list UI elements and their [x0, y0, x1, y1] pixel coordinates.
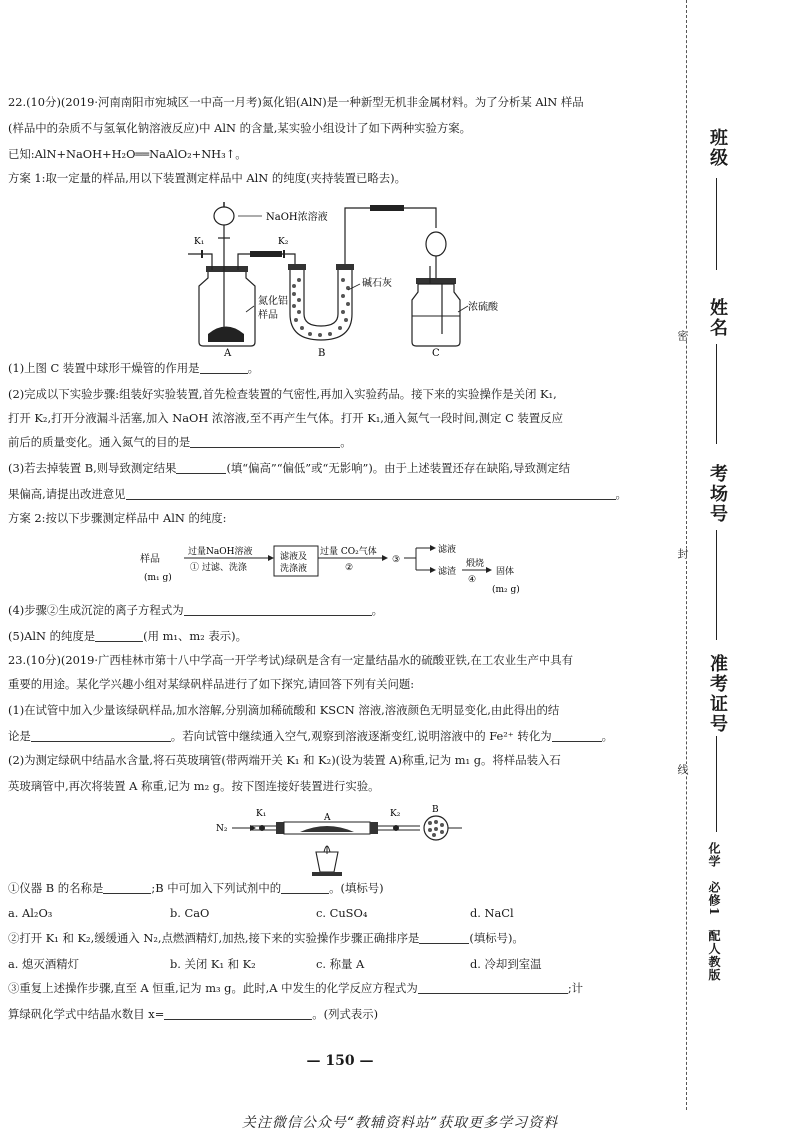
answer-blank[interactable] — [418, 981, 568, 994]
label-k2: K₂ — [390, 809, 401, 819]
answer-blank[interactable] — [552, 729, 602, 742]
answer-blank[interactable] — [126, 487, 616, 500]
apparatus-diagram-2 — [210, 800, 470, 878]
label-soda-lime: 碱石灰 — [362, 278, 392, 289]
answer-blank[interactable] — [95, 629, 143, 642]
q23-q-c: ③重复上述操作步骤,直至 A 恒重,记为 m₃ g。此时,A 中发生的化学反应方程式为 ;计 — [8, 981, 584, 995]
class-field[interactable] — [716, 178, 717, 270]
label-k1: K₁ — [194, 237, 205, 247]
label-c: C — [432, 348, 440, 359]
apparatus-diagram-1 — [180, 194, 498, 359]
q22-stem-line-1: 22.(10分)(2019·河南南阳市宛城区一中高一月考)氮化铝(AlN)是一种新型无机非金属材料。为了分析某 AlN 样品 — [8, 95, 584, 109]
flow-residue: 滤渣 — [438, 567, 457, 577]
room-field[interactable] — [716, 530, 717, 640]
q23-q-a: ①仪器 B 的名称是 ;B 中可加入下列试剂中的 。(填标号) — [8, 881, 384, 895]
answer-blank[interactable] — [281, 881, 329, 894]
name-label: 姓名 — [707, 298, 728, 338]
flow-step2-bottom: ② — [345, 563, 354, 573]
label-sample-1: 氮化铝 — [258, 296, 288, 307]
answer-blank[interactable] — [164, 1007, 312, 1020]
q23-stem-line-2: 重要的用途。某化学兴趣小组对某绿矾样品进行了如下探究,请回答下列有关问题: — [8, 677, 415, 691]
option-a[interactable]: a. Al₂O₃ — [8, 906, 53, 920]
answer-blank[interactable] — [190, 435, 340, 448]
name-field[interactable] — [716, 344, 717, 444]
label-k2: K₂ — [278, 237, 289, 247]
q23-stem-line-1: 23.(10分)(2019·广西桂林市第十八中学高一开学考试)绿矾是含有一定量结晶水的硫酸亚铁,在工农业生产中具有 — [8, 653, 574, 667]
mi-mark: 密 — [676, 330, 689, 341]
option-d[interactable]: d. 冷却到室温 — [470, 957, 542, 971]
q22-sub1: (1)上图 C 装置中球形干燥管的作用是 。 — [8, 361, 259, 375]
label-b: B — [318, 348, 326, 359]
q23-options-2 — [8, 956, 668, 972]
q22-stem-line-2: (样品中的杂质不与氢氧化钠溶液反应)中 AlN 的含量,某实验小组设计了如下两种实验方案。 — [8, 121, 472, 135]
q23-q-d: 算绿矾化学式中结晶水数目 x= 。(列式表示) — [8, 1007, 379, 1021]
book-label: 化学 必修1 配人教版 — [707, 842, 721, 982]
q22-sub4: (4)步骤②生成沉淀的离子方程式为 。 — [8, 603, 384, 617]
option-b[interactable]: b. 关闭 K₁ 和 K₂ — [170, 957, 256, 971]
q22-sub2-line-2: 打开 K₂,打开分液漏斗活塞,加入 NaOH 浓溶液,至不再产生气体。打开 K₁,通入氮气一段时间,测定 C 装置反应 — [8, 411, 563, 425]
flow-m1: (m₁ g) — [144, 573, 172, 583]
label-a: A — [224, 348, 232, 359]
answer-blank[interactable] — [419, 931, 469, 944]
answer-blank[interactable] — [31, 729, 171, 742]
flow-sample: 样品 — [140, 554, 160, 565]
flow-m2: (m₂ g) — [492, 585, 520, 595]
flow-step2-top: 过量 CO₂气体 — [320, 547, 377, 557]
option-d[interactable]: d. NaCl — [470, 906, 514, 920]
label-b: B — [432, 805, 439, 815]
q23-q-b: ②打开 K₁ 和 K₂,缓缓通入 N₂,点燃酒精灯,加热,接下来的实验操作步骤正确排序是 (填标号)。 — [8, 931, 524, 945]
q23-sub2-line-2: 英玻璃管中,再次将装置 A 称重,记为 m₂ g。按下图连接好装置进行实验。 — [8, 779, 380, 793]
answer-blank[interactable] — [184, 603, 372, 616]
option-b[interactable]: b. CaO — [170, 906, 210, 920]
q22-sub3-line-2: 果偏高,请提出改进意见 。 — [8, 487, 627, 501]
feng-mark: 封 — [676, 548, 689, 559]
q22-known-equation: 已知:AlN+NaOH+H₂O══NaAlO₂+NH₃↑。 — [8, 147, 247, 161]
flow-diagram — [140, 540, 530, 602]
flow-filtrate: 滤液 — [438, 545, 457, 555]
option-c[interactable]: c. 称量 A — [316, 957, 365, 971]
q22-sub5: (5)AlN 的纯度是 (用 m₁、m₂ 表示)。 — [8, 629, 247, 643]
q23-sub2-line-1: (2)为测定绿矾中结晶水含量,将石英玻璃管(带两端开关 K₁ 和 K₂)(设为装置 A)称重,记为 m₁ g。将样品装入石 — [8, 753, 561, 767]
label-naoh: NaOH浓溶液 — [266, 212, 328, 223]
q22-sub2-line-3: 前后的质量变化。通入氮气的目的是 。 — [8, 435, 352, 449]
label-conc-acid: 浓硫酸 — [468, 302, 498, 313]
label-n2: N₂ — [216, 824, 228, 834]
q23-sub1-line-1: (1)在试管中加入少量该绿矾样品,加水溶解,分别滴加稀硫酸和 KSCN 溶液,溶液颜色无明显变化,由此得出的结 — [8, 703, 560, 717]
label-k1: K₁ — [256, 809, 267, 819]
q23-options-1 — [8, 906, 668, 922]
flow-step1-top: 过量NaOH溶液 — [188, 547, 253, 557]
flow-step1-bottom: ① 过滤、洗涤 — [190, 563, 247, 573]
flow-box-line-1: 滤液及 — [280, 552, 308, 562]
option-c[interactable]: c. CuSO₄ — [316, 906, 368, 920]
id-field[interactable] — [716, 736, 717, 832]
answer-blank[interactable] — [176, 461, 226, 474]
flow-step4-top: 煅烧 — [466, 559, 485, 569]
q22-sub2-line-1: (2)完成以下实验步骤:组装好实验装置,首先检查装置的气密性,再加入实验药品。接下来的实验操作是关闭 K₁, — [8, 387, 557, 401]
label-a: A — [324, 813, 331, 823]
flow-box-line-2: 洗涤液 — [280, 564, 308, 574]
option-a[interactable]: a. 熄灭酒精灯 — [8, 957, 79, 971]
flow-step4-bottom: ④ — [468, 575, 477, 585]
q22-plan-1: 方案 1:取一定量的样品,用以下装置测定样品中 AlN 的纯度(夹持装置已略去)。 — [8, 171, 407, 185]
page-number: — 150 — — [306, 1053, 374, 1069]
xian-mark: 线 — [676, 764, 689, 775]
footer-note: 关注微信公众号“教辅资料站”获取更多学习资料 — [241, 1115, 559, 1131]
room-label: 考场号 — [707, 464, 728, 524]
answer-blank[interactable] — [200, 361, 248, 374]
flow-solid: 固体 — [496, 567, 515, 577]
q22-sub3-line-1: (3)若去掉装置 B,则导致测定结果 (填“偏高”“偏低”或“无影响”)。由于上述装置还存在缺陷,导致测定结 — [8, 461, 571, 475]
id-label: 准考证号 — [707, 654, 728, 734]
q22-plan-2: 方案 2:按以下步骤测定样品中 AlN 的纯度: — [8, 511, 227, 525]
q23-sub1-line-2: 论是 。若向试管中继续通入空气,观察到溶液逐渐变红,说明溶液中的 Fe²⁺ 转化为 。 — [8, 729, 614, 743]
label-sample-2: 样品 — [258, 310, 278, 321]
class-label: 班级 — [707, 128, 728, 168]
flow-step3: ③ — [392, 555, 401, 565]
answer-blank[interactable] — [103, 881, 151, 894]
